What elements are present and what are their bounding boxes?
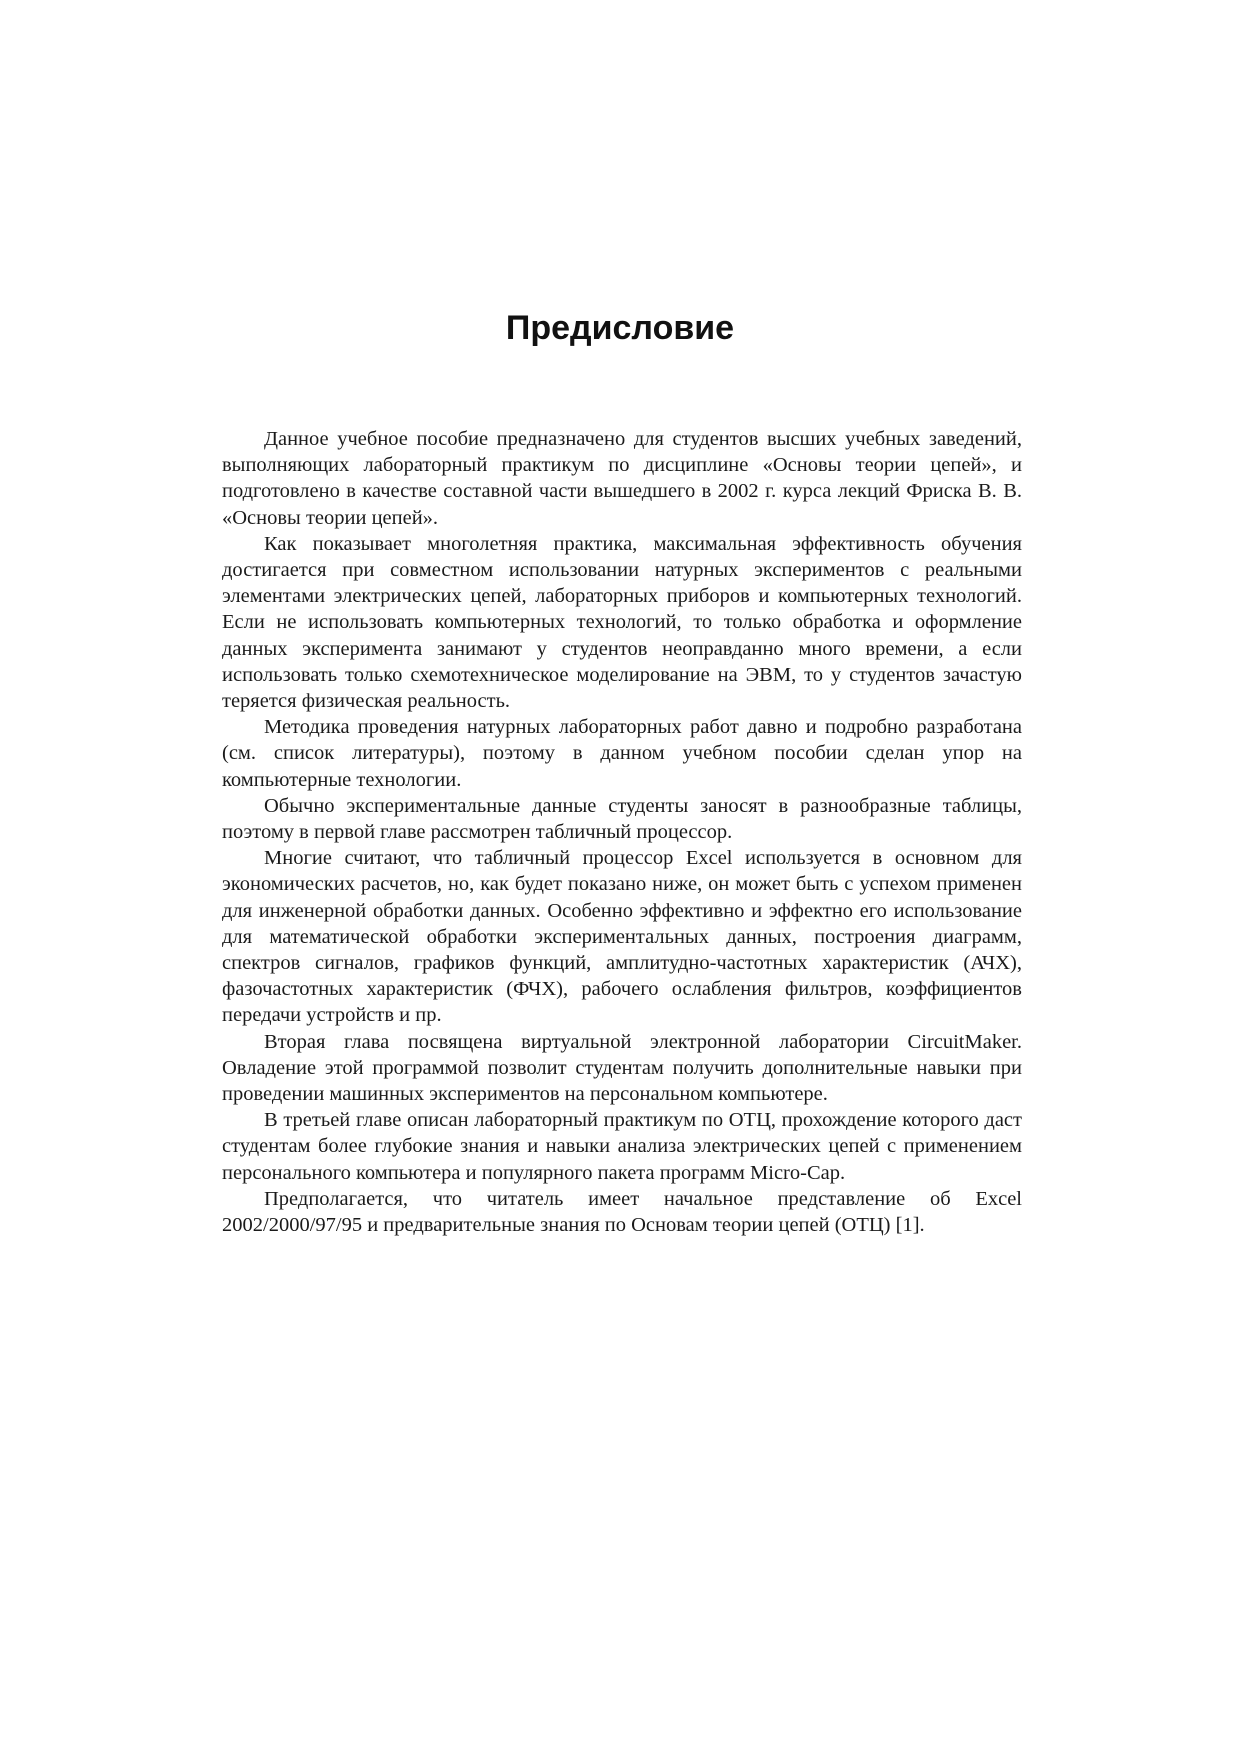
paragraph: Как показывает многолетняя практика, максимальная эффективность обучения достигается при совместном использовании натурных экспериментов с реальными элементами электрических цепей, лабораторных приборов и компьютерных технологий. Если не использовать компьютерных технологий, то только обработка и оформление данных эксперимента занимают у студентов неоправданно много времени, а если использовать только схемотехническое моделирование на ЭВМ, то у студентов зачастую теряется физическая реальность.	[222, 532, 1022, 713]
paragraph: Вторая глава посвящена виртуальной электронной лаборатории CircuitMaker. Овладение этой программой позволит студентам получить дополнительные навыки при проведении машинных экспериментов на персональном компьютере.	[222, 1030, 1022, 1106]
paragraph: В третьей главе описан лабораторный практикум по ОТЦ, прохождение которого даст студентам более глубокие знания и навыки анализа электрических цепей с применением персонального компьютера и популярного пакета программ Micro-Cap.	[222, 1109, 1022, 1184]
paragraph: Многие считают, что табличный процессор Excel используется в основном для экономических расчетов, но, как будет показано ниже, он может быть с успехом применен для инженерной обработки данных. Особенно эффективно и эффектно его использование для математической обработки экспериментальных данных, построения диаграмм, спектров сигналов, графиков функций, амплитудно-частотных характеристик (АЧХ), фазочастотных характеристик (ФЧХ), рабочего ослабления фильтров, коэффициентов передачи устройств и пр.	[222, 847, 1022, 1027]
paragraph: Данное учебное пособие предназначено для студентов высших учебных заведений, выполняющих лабораторный практикум по дисциплине «Основы теории цепей», и подготовлено в качестве составной части вышедшего в 2002 г. курса лекций Фриска В. В. «Основы теории цепей».	[222, 428, 1022, 529]
body-text	[222, 426, 1022, 1238]
paragraph: Методика проведения натурных лабораторных работ давно и подробно разработана (см. список литературы), поэтому в данном учебном пособии сделан упор на компьютерные технологии.	[222, 716, 1022, 791]
paragraph: Обычно экспериментальные данные студенты заносят в разнообразные таблицы, поэтому в первой главе рассмотрен табличный процессор.	[222, 794, 1022, 844]
page-title: Предисловие	[505, 309, 735, 347]
paragraph: Предполагается, что читатель имеет начальное представление об Excel 2002/2000/97/95 и предварительные знания по Основам теории цепей (ОТЦ) [1].	[222, 1187, 1022, 1237]
